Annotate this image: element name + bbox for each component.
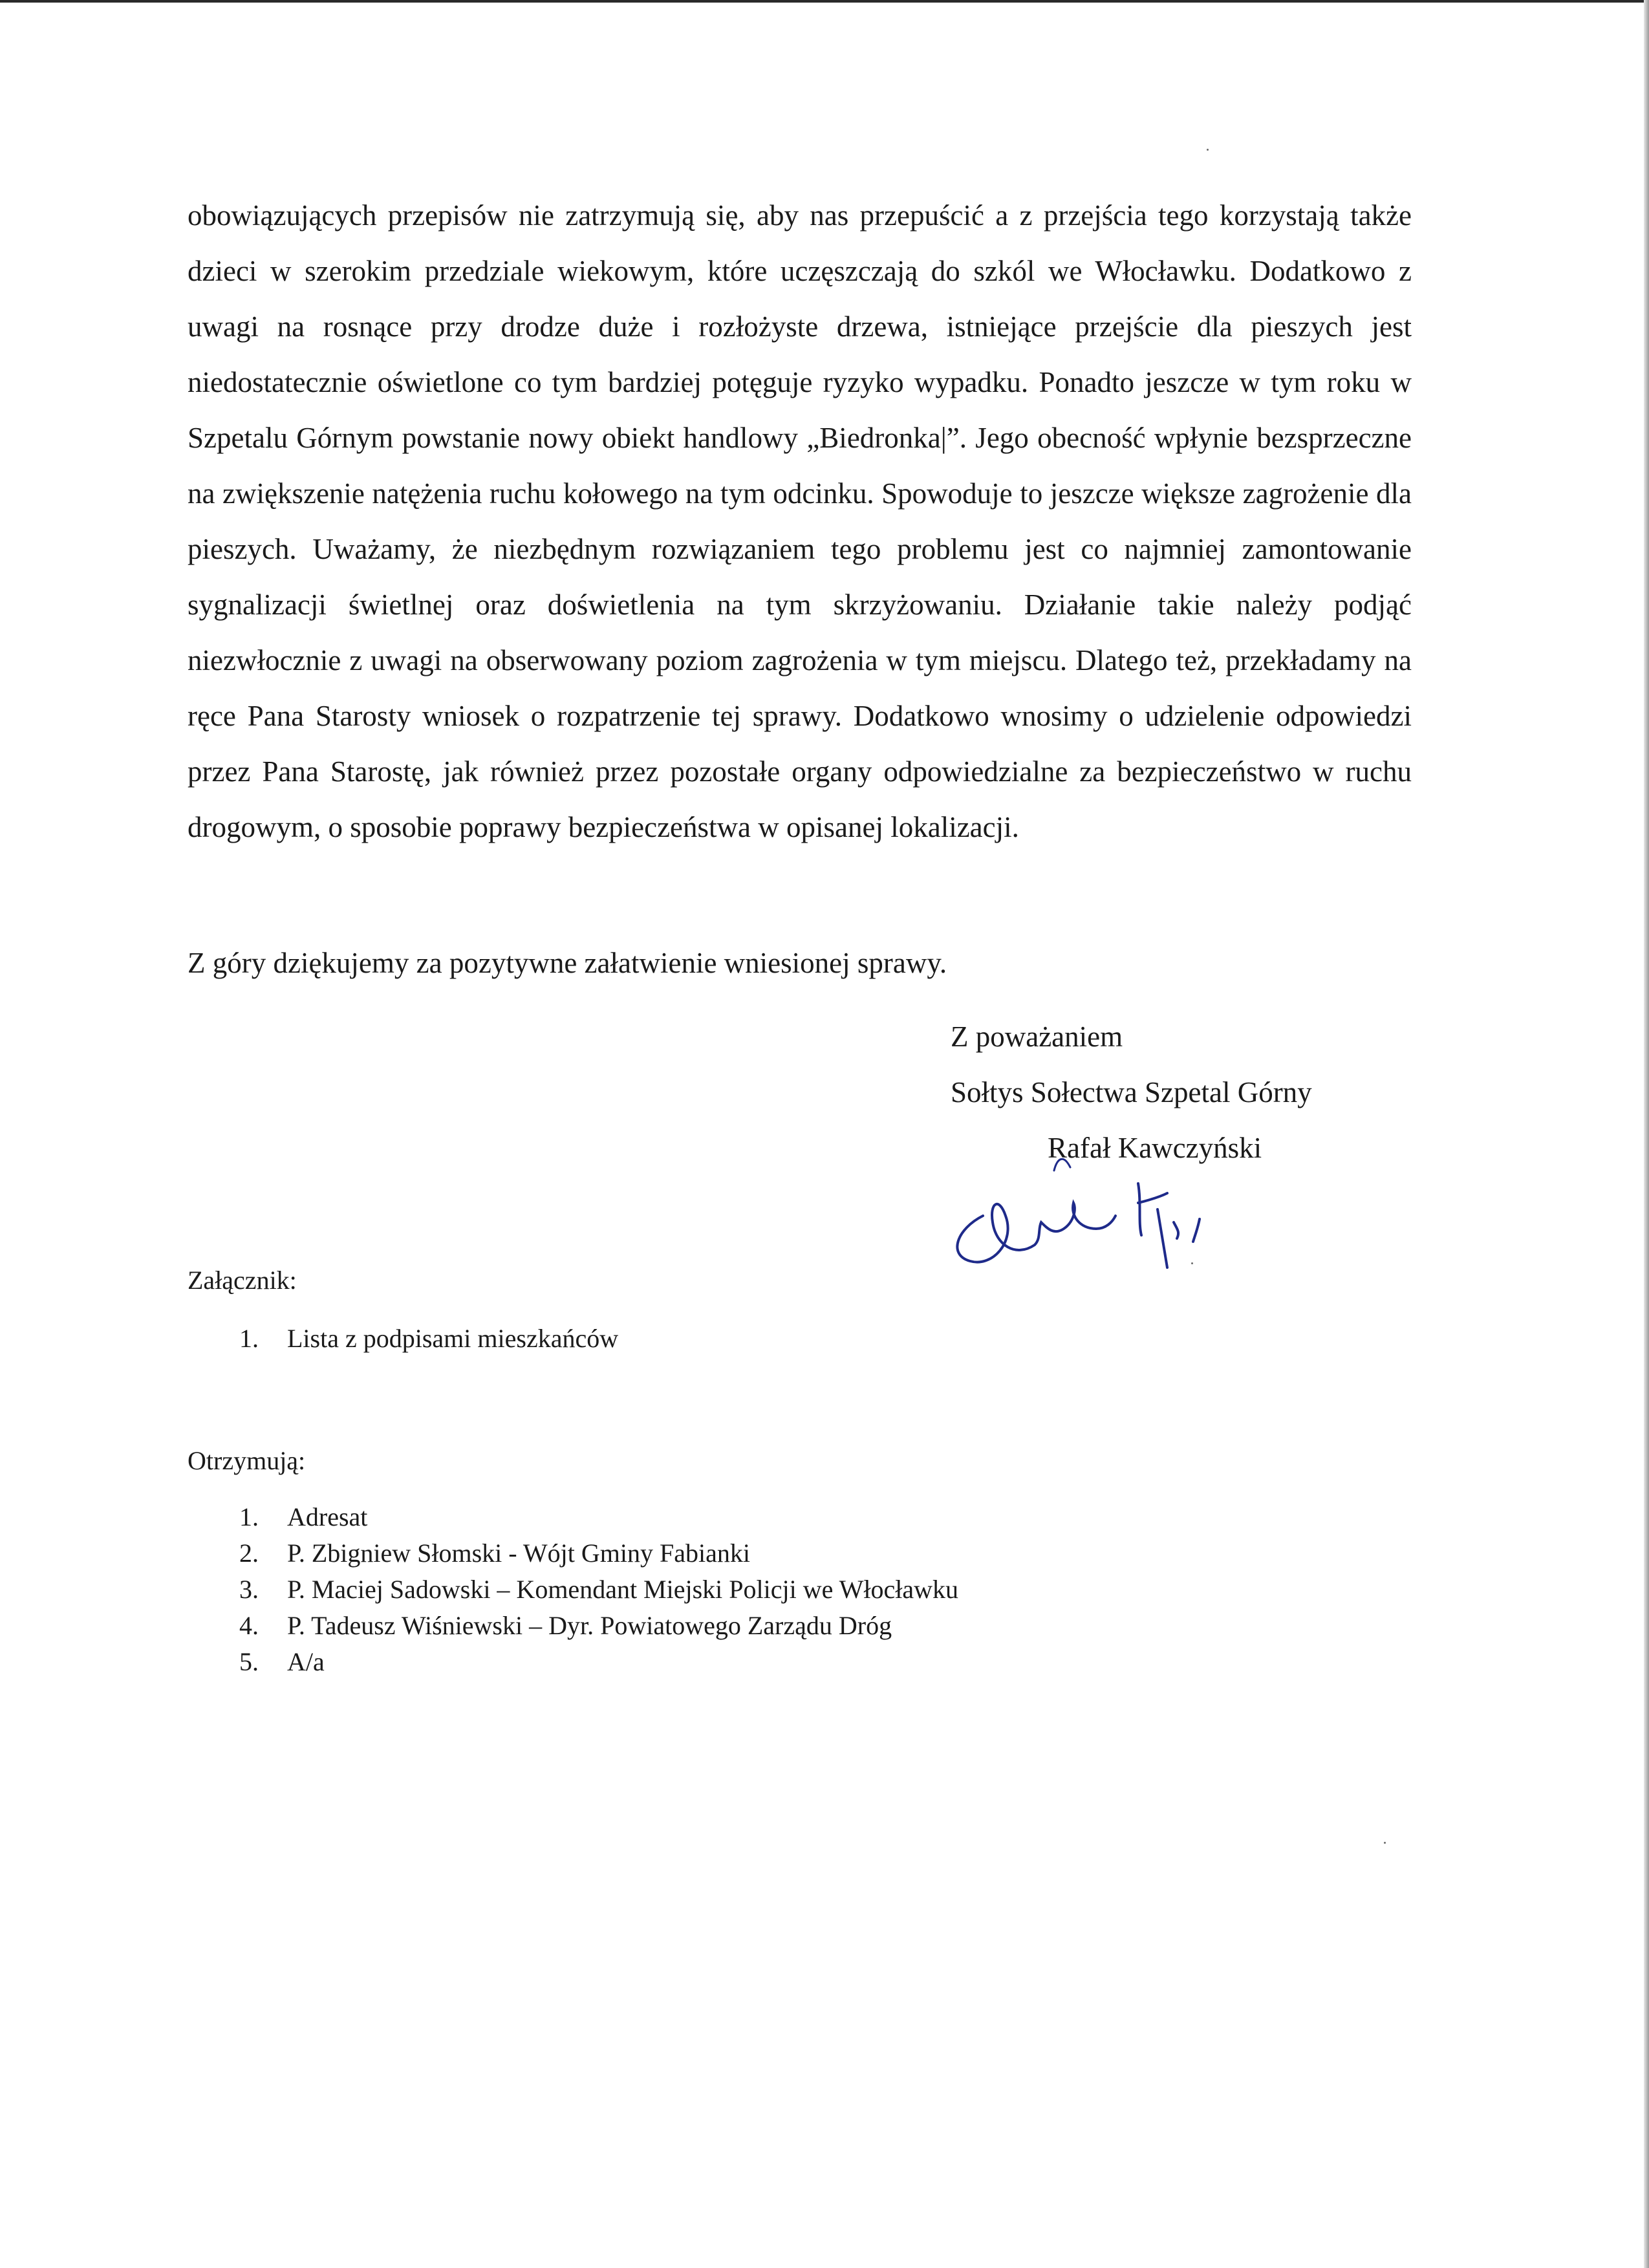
handwritten-signature xyxy=(944,1132,1242,1280)
scan-speck xyxy=(1384,1842,1386,1844)
list-item xyxy=(239,1535,958,1571)
list-item-text: P. Tadeusz Wiśniewski – Dyr. Powiatowego Zarządu Dróg xyxy=(287,1611,892,1640)
list-item-text: P. Maciej Sadowski – Komendant Miejski Policji we Włocławku xyxy=(287,1575,959,1604)
list-item-text: P. Zbigniew Słomski - Wójt Gminy Fabianki xyxy=(287,1539,750,1568)
attachments-label: Załącznik: xyxy=(188,1266,297,1295)
list-item xyxy=(239,1571,958,1608)
regards-line: Z poważaniem xyxy=(951,1021,1123,1053)
recipients-label: Otrzymują: xyxy=(188,1446,306,1475)
list-item-number: 1. xyxy=(239,1502,259,1531)
scan-speck xyxy=(1207,149,1209,151)
thanks-line: Z góry dziękujemy za pozytywne załatwienie wniesionej sprawy. xyxy=(188,947,947,979)
scan-speck xyxy=(1191,1262,1193,1264)
signatory-title: Sołtys Sołectwa Szpetal Górny xyxy=(951,1076,1312,1108)
recipients-list xyxy=(239,1499,958,1680)
list-item-number: 1. xyxy=(239,1324,259,1353)
list-item-number: 2. xyxy=(239,1539,259,1568)
list-item xyxy=(239,1499,958,1535)
list-item xyxy=(239,1319,618,1358)
list-item xyxy=(239,1608,958,1644)
list-item-text: Lista z podpisami mieszkańców xyxy=(287,1324,619,1353)
list-item xyxy=(239,1644,958,1680)
attachments-list xyxy=(239,1319,618,1358)
body-paragraph: obowiązujących przepisów nie zatrzymują się, aby nas przepuścić a z przejścia tego korzystają także dzieci w szerokim przedziale wiekowym, które uczęszczają do szkól we Włocławku. Dodatkowo z uwagi na rosnące przy drodze duże i rozłożyste drzewa, istniejące przejście dla pieszych jest niedostatecznie oświetlone co tym bardziej potęguje ryzyko wypadku. Ponadto jeszcze w tym roku w Szpetalu Górnym powstanie nowy obiekt handlowy „Biedronka|”. Jego obecność wpłynie bezsprzeczne na zwiększenie natężenia ruchu kołowego na tym odcinku. Spowoduje to jeszcze większe zagrożenie dla pieszych. Uważamy, że niezbędnym rozwiązaniem tego problemu jest co najmniej zamontowanie sygnalizacji świetlnej oraz doświetlenia na tym skrzyżowaniu. Działanie takie należy podjąć niezwłocznie z uwagi na obserwowany poziom zagrożenia w tym miejscu. Dlatego też, przekładamy na ręce Pana Starosty wniosek o rozpatrzenie tej sprawy. Dodatkowo wnosimy o udzielenie odpowiedzi przez Pana Starostę, jak również przez pozostałe organy odpowiedzialne za bezpieczeństwo w ruchu drogowym, o sposobie poprawy bezpieczeństwa w opisanej lokalizacji. xyxy=(188,199,1412,843)
scan-right-edge xyxy=(1644,0,1649,2268)
scan-top-edge xyxy=(0,0,1649,3)
list-item-text: A/a xyxy=(287,1647,325,1676)
list-item-number: 5. xyxy=(239,1647,259,1676)
list-item-number: 3. xyxy=(239,1575,259,1604)
letter-body xyxy=(188,188,1412,855)
list-item-number: 4. xyxy=(239,1611,259,1640)
signatory-name: Rafał Kawczyński xyxy=(1048,1132,1262,1164)
list-item-text: Adresat xyxy=(287,1502,368,1531)
